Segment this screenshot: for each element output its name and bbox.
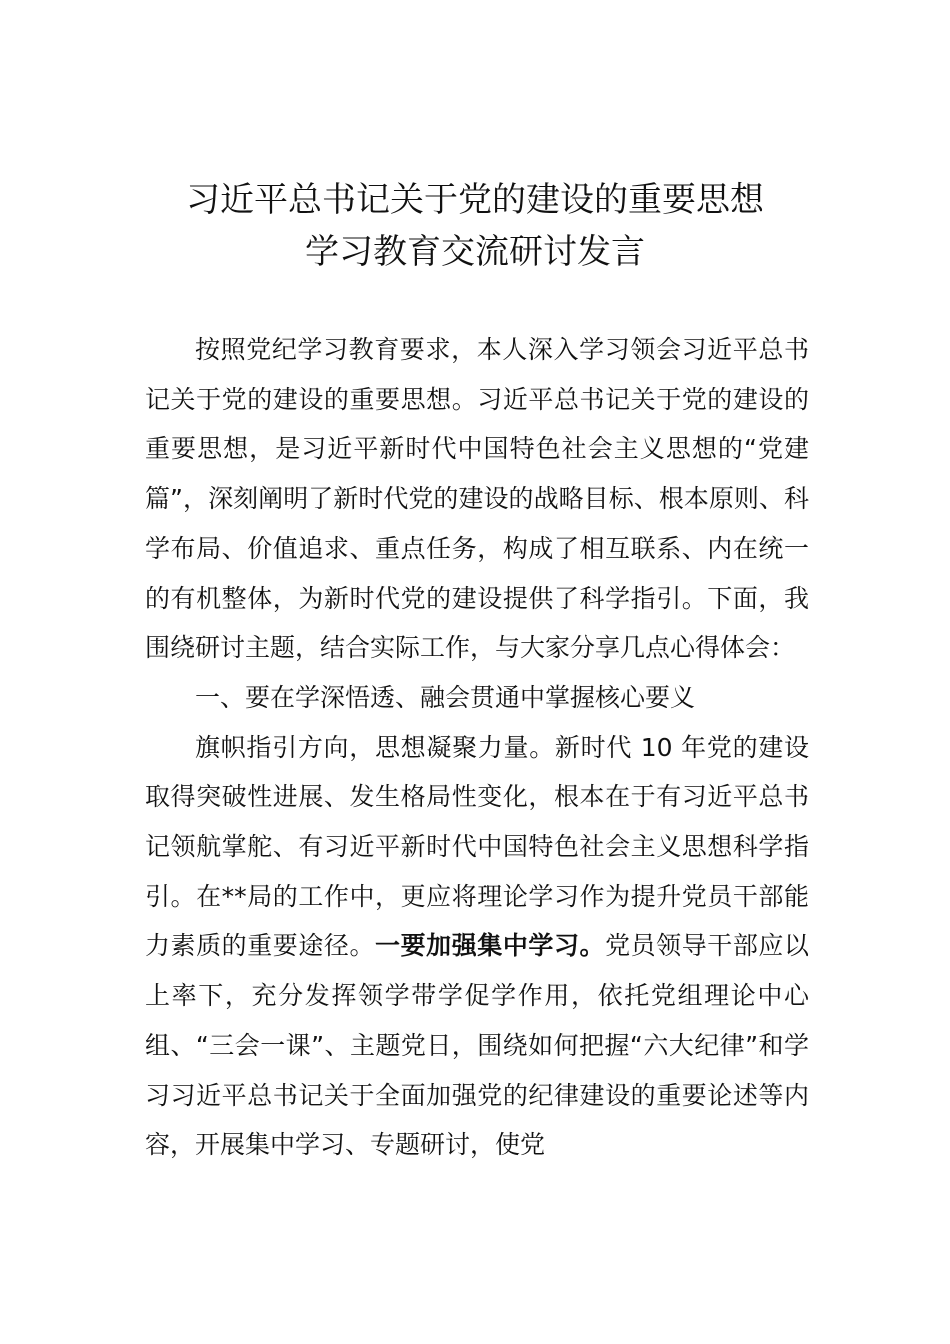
- document-title-line2: 学习教育交流研讨发言: [305, 232, 645, 272]
- section-paragraph-text-1: 旗帜指引方向，思想凝聚力量。新时代 10 年党的建设取得突破性进展、发生格局性变化，根本在于有习近平总书记领航掌舵、有习近平新时代中国特色社会主义思想科学指引。在**局的工作中，更应将理论学习作为提升党员干部能力素质的重要途径。: [145, 732, 809, 961]
- document-title-line1: 习近平总书记关于党的建设的重要思想: [186, 180, 764, 220]
- intro-paragraph: 按照党纪学习教育要求，本人深入学习领会习近平总书记关于党的建设的重要思想。习近平总书记关于党的建设的重要思想，是习近平新时代中国特色社会主义思想的“党建篇”，深刻阐明了新时代党的建设的战略目标、根本原则、科学布局、价值追求、重点任务，构成了相互联系、内在统一的有机整体，为新时代党的建设提供了科学指引。下面，我围绕研讨主题，结合实际工作，与大家分享几点心得体会：: [145, 335, 809, 663]
- section-paragraph-bold: 一要加强集中学习。: [375, 931, 606, 961]
- section-heading: 一、要在学深悟透、融会贯通中掌握核心要义: [195, 682, 696, 712]
- section-paragraph-text-2: 党员领导干部应以上率下，充分发挥领学带学促学作用，依托党组理论中心组、“三会一课”、主题党日，围绕如何把握“六大纪律”和学习习近平总书记关于全面加强党的纪律建设的重要论述等内容，开展集中学习、专题研讨，使党: [145, 931, 809, 1160]
- document-body: [145, 325, 809, 1170]
- section-paragraph: [145, 723, 809, 1170]
